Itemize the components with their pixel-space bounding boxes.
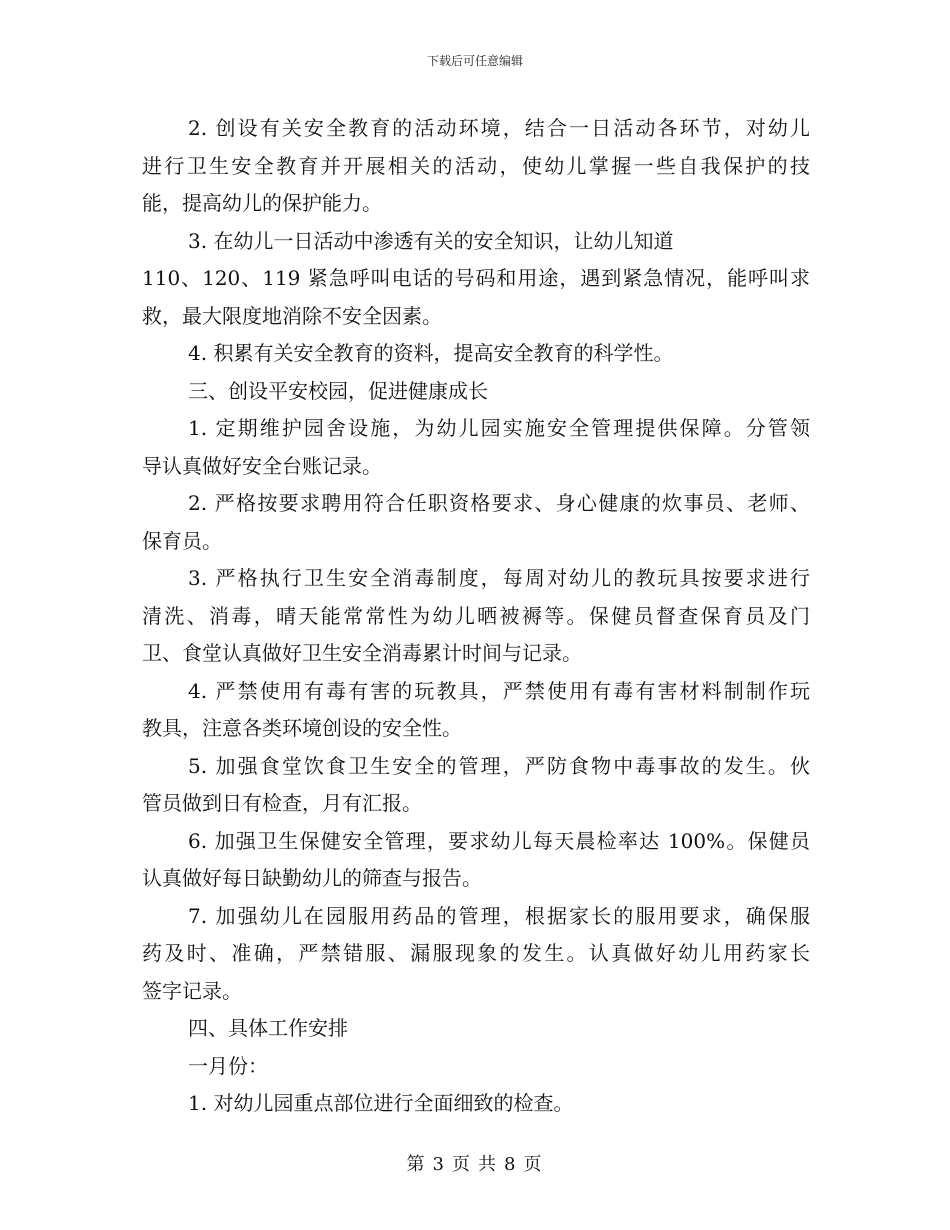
document-body xyxy=(142,110,810,1123)
paragraph-line: 教具，注意各类环境创设的安全性。 xyxy=(142,716,462,740)
footer-label: 页 xyxy=(452,1154,472,1175)
paragraph-line: 认真做好每日缺勤幼儿的筛查与报告。 xyxy=(142,866,482,890)
paragraph-line: 2. 严格按要求聘用符合任职资格要求、身心健康的炊事员、老师、 xyxy=(188,491,810,515)
section-heading: 三、创设平安校园，促进健康成长 xyxy=(188,378,488,403)
paragraph-line: 卫、食堂认真做好卫生安全消毒累计时间与记录。 xyxy=(142,641,582,665)
footer-label: 第 xyxy=(406,1154,427,1175)
page-footer xyxy=(0,1153,950,1177)
paragraph-line: 1. 定期维护园舍设施，为幼儿园实施安全管理提供保障。分管领 xyxy=(188,416,810,440)
paragraph-line: 1. 对幼儿园重点部位进行全面细致的检查。 xyxy=(188,1091,574,1115)
paragraph-line: 导认真做好安全台账记录。 xyxy=(142,453,382,478)
subsection-heading: 一月份： xyxy=(188,1053,268,1078)
section-heading: 四、具体工作安排 xyxy=(188,1016,348,1040)
paragraph-line: 进行卫生安全教育并开展相关的活动，使幼儿掌握一些自我保护的技 xyxy=(142,153,810,178)
paragraph-line: 6. 加强卫生保健安全管理，要求幼儿每天晨检率达 100%。保健员 xyxy=(188,828,810,853)
paragraph-line: 能，提高幼儿的保护能力。 xyxy=(142,191,382,215)
page-header-note: 下载后可任意编辑 xyxy=(426,54,523,68)
total-pages-number: 8 xyxy=(504,1154,518,1175)
footer-label: 共 xyxy=(478,1154,498,1175)
paragraph-line: 2. 创设有关安全教育的活动环境，结合一日活动各环节，对幼儿 xyxy=(188,116,810,140)
paragraph-line: 4. 积累有关安全教育的资料，提高安全教育的科学性。 xyxy=(188,341,674,365)
paragraph-line: 7. 加强幼儿在园服用药品的管理，根据家长的服用要求，确保服 xyxy=(188,903,810,928)
current-page-number: 3 xyxy=(432,1154,446,1175)
paragraph-line: 4. 严禁使用有毒有害的玩教具，严禁使用有毒有害材料制制作玩 xyxy=(188,678,810,703)
paragraph-line: 3. 严格执行卫生安全消毒制度，每周对幼儿的教玩具按要求进行 xyxy=(188,566,810,590)
paragraph-line: 管员做到日有检查，月有汇报。 xyxy=(142,791,422,815)
paragraph-line: 110、120、119 紧急呼叫电话的号码和用途，遇到紧急情况，能呼叫求 xyxy=(142,266,810,290)
paragraph-line: 5. 加强食堂饮食卫生安全的管理，严防食物中毒事故的发生。伙 xyxy=(188,753,810,778)
paragraph-line: 签字记录。 xyxy=(142,978,242,1003)
paragraph-line: 3. 在幼儿一日活动中渗透有关的安全知识，让幼儿知道 xyxy=(188,228,674,253)
paragraph-line: 保育员。 xyxy=(142,528,222,553)
footer-label: 页 xyxy=(523,1154,544,1175)
paragraph-line: 救，最大限度地消除不安全因素。 xyxy=(142,303,442,328)
paragraph-line: 清洗、消毒，晴天能常常性为幼儿晒被褥等。保健员督查保育员及门 xyxy=(142,603,810,628)
paragraph-line: 药及时、准确，严禁错服、漏服现象的发生。认真做好幼儿用药家长 xyxy=(142,941,810,965)
